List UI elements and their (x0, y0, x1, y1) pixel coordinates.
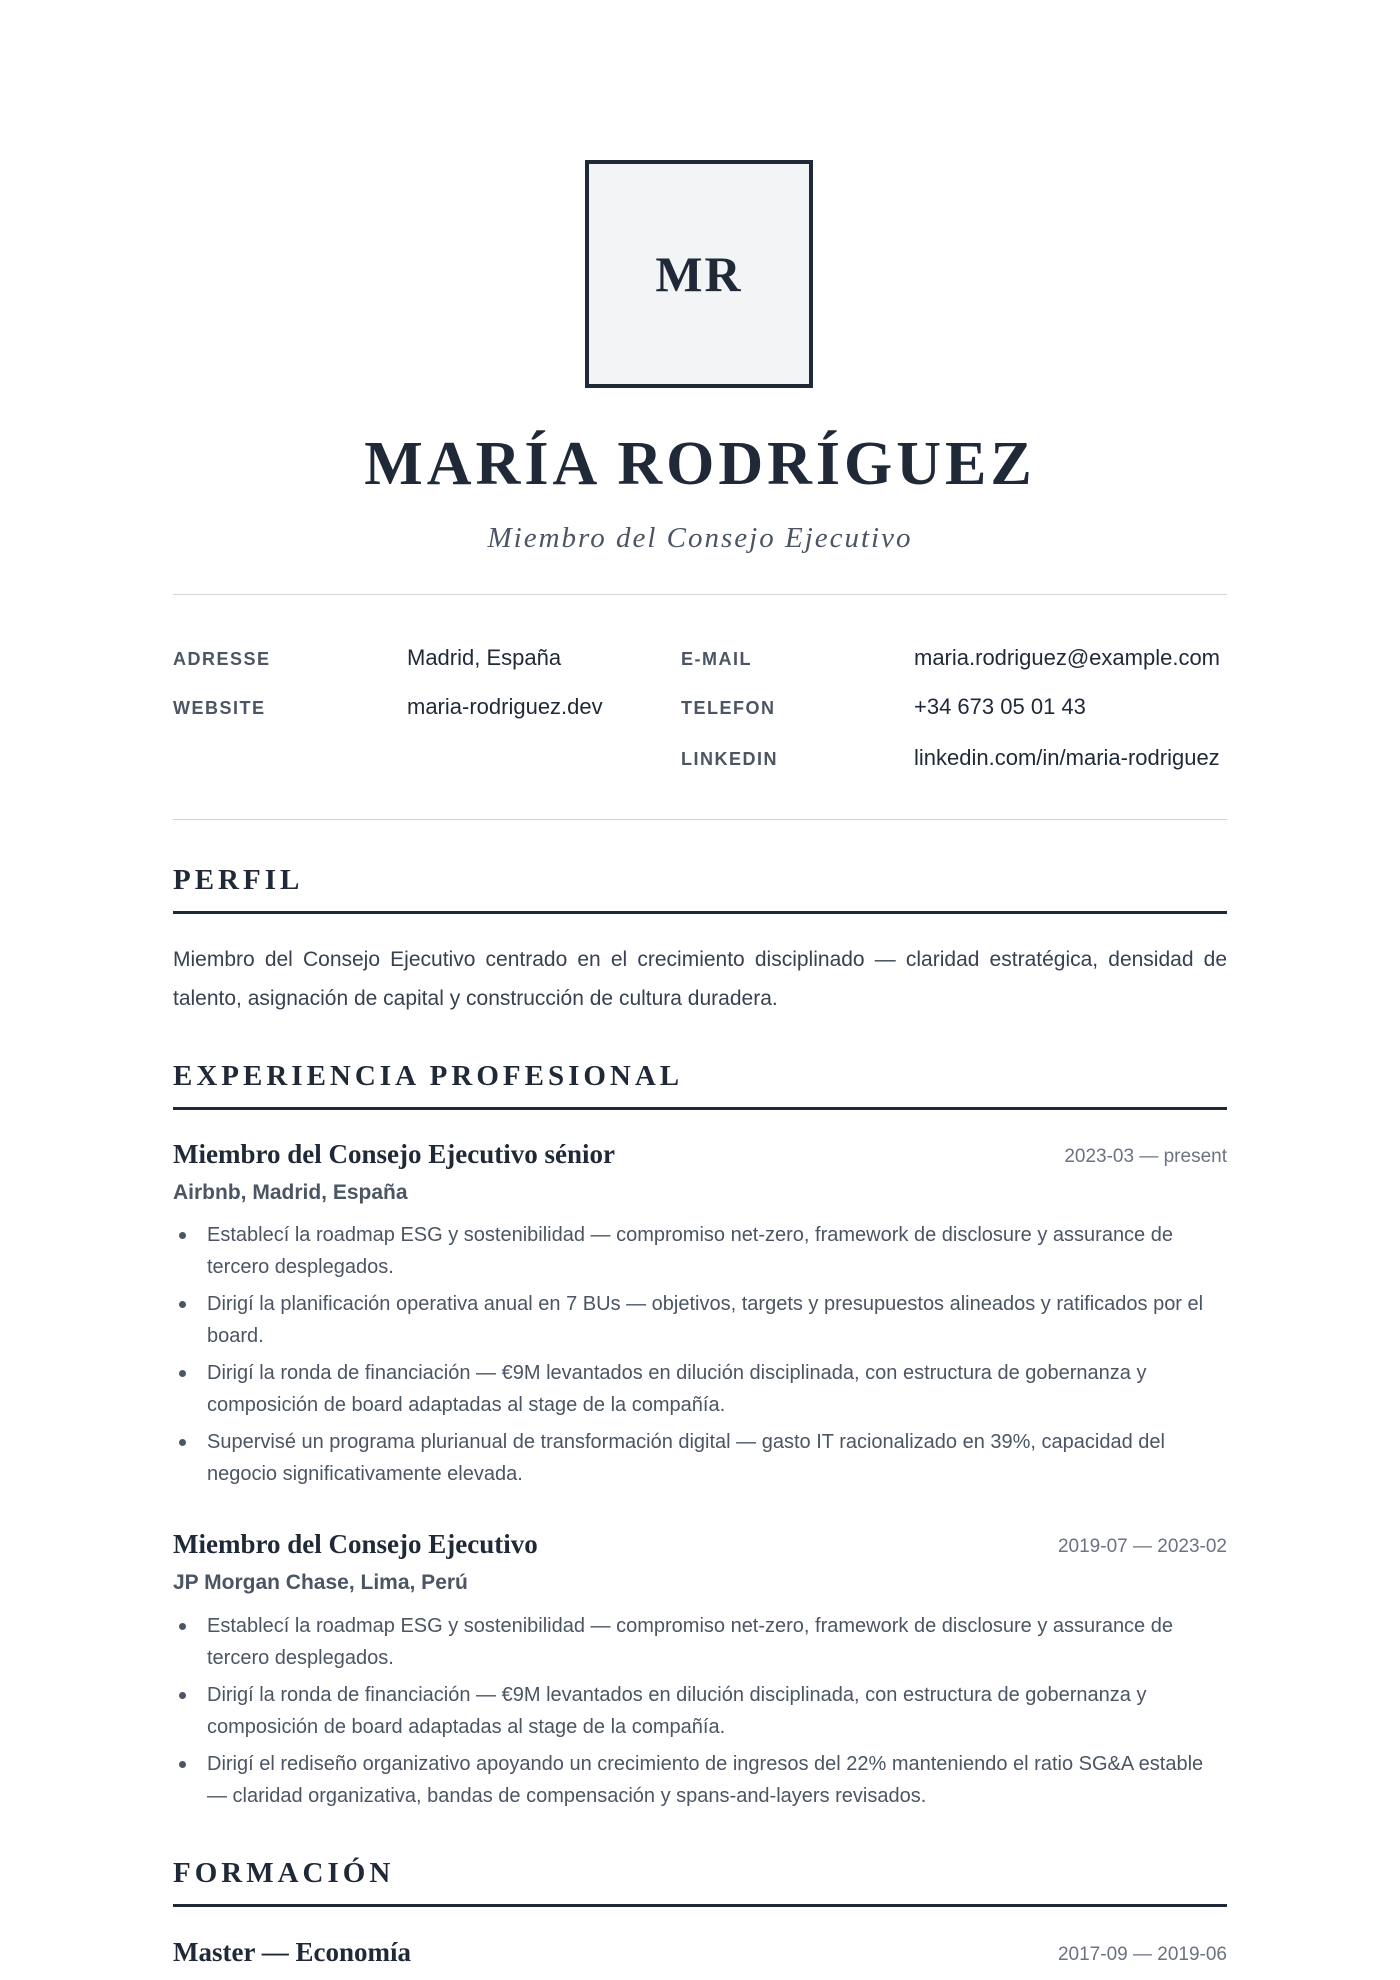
email-label: E-MAIL (681, 649, 752, 669)
section-title-experience: EXPERIENCIA PROFESIONAL (173, 1060, 684, 1092)
linkedin-label: LINKEDIN (681, 749, 778, 769)
job-dates: 2023-03 — present (1064, 1146, 1227, 1167)
website-label: WEBSITE (173, 698, 266, 718)
section-rule-profile (173, 911, 1227, 914)
address-value: Madrid, España (407, 645, 562, 670)
list-item: Supervisé un programa plurianual de transformación digital — gasto IT racionalizado en 39%, capacidad del negocio significativamente elevada. (173, 1426, 1227, 1490)
linkedin-link[interactable]: linkedin.com/in/maria-rodriguez (914, 745, 1220, 770)
contact-divider (173, 819, 1227, 820)
monogram-avatar: MR (585, 160, 813, 388)
job-organization: Airbnb, Madrid, España (173, 1181, 408, 1204)
list-item: Establecí la roadmap ESG y sostenibilidad — compromiso net-zero, framework de disclosure y assurance de tercero desplegados. (173, 1610, 1227, 1674)
phone-value: +34 673 05 01 43 (914, 694, 1086, 719)
list-item: Dirigí la ronda de financiación — €9M levantados en dilución disciplinada, con estructura de gobernanza y composición de board adaptadas al stage de la compañía. (173, 1679, 1227, 1743)
job-bullets (173, 1610, 1227, 1817)
email-link[interactable]: maria.rodriguez@example.com (914, 645, 1221, 670)
address-label: ADRESSE (173, 649, 271, 669)
header-divider (173, 594, 1227, 595)
profile-summary: Miembro del Consejo Ejecutivo centrado en el crecimiento disciplinado — claridad estratégica, densidad de talento, asignación de capital y construcción de cultura duradera. (173, 948, 1227, 1010)
education-title: Master — Economía (173, 1937, 411, 1967)
job-bullets (173, 1219, 1227, 1495)
section-title-profile: PERFIL (173, 864, 304, 896)
candidate-name: MARÍA RODRÍGUEZ (364, 430, 1036, 498)
job-dates: 2019-07 — 2023-02 (1057, 1536, 1227, 1557)
education-dates: 2017-09 — 2019-06 (1057, 1944, 1227, 1965)
job-title: Miembro del Consejo Ejecutivo (173, 1529, 538, 1559)
phone-label: TELEFON (681, 698, 776, 718)
list-item: Dirigí la planificación operativa anual en 7 BUs — objetivos, targets y presupuestos alineados y ratificados por el board. (173, 1288, 1227, 1352)
list-item: Dirigí la ronda de financiación — €9M levantados en dilución disciplinada, con estructura de gobernanza y composición de board adaptadas al stage de la compañía. (173, 1357, 1227, 1421)
job-title: Miembro del Consejo Ejecutivo sénior (173, 1139, 615, 1169)
list-item: Establecí la roadmap ESG y sostenibilidad — compromiso net-zero, framework de disclosure y assurance de tercero desplegados. (173, 1219, 1227, 1283)
job-organization: JP Morgan Chase, Lima, Perú (173, 1571, 468, 1594)
website-link[interactable]: maria-rodriguez.dev (407, 694, 603, 719)
section-rule-education (173, 1904, 1227, 1907)
section-title-education: FORMACIÓN (173, 1857, 395, 1889)
section-rule-experience (173, 1107, 1227, 1110)
list-item: Dirigí el rediseño organizativo apoyando un crecimiento de ingresos del 22% manteniendo el ratio SG&A estable — claridad organizativa, bandas de compensación y spans-and-layers revisados. (173, 1748, 1227, 1812)
candidate-headline: Miembro del Consejo Ejecutivo (487, 522, 913, 554)
